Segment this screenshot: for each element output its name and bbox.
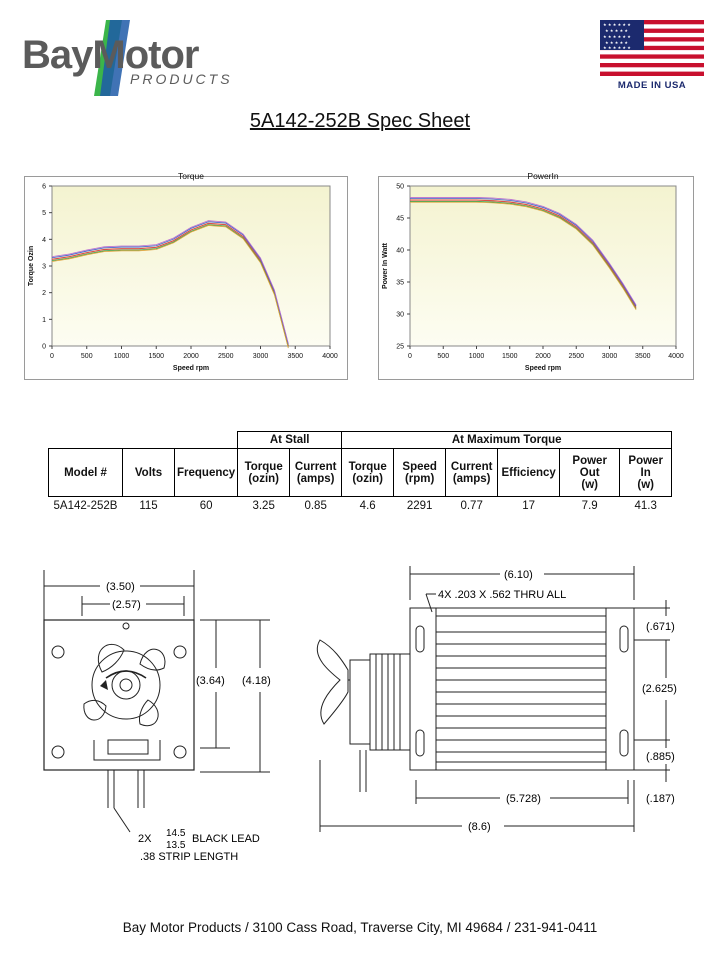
plot-area <box>52 186 330 346</box>
lead-len-top: 14.5 <box>166 828 186 839</box>
y-tick-label: 5 <box>42 210 46 218</box>
y-tick-label: 35 <box>396 279 404 287</box>
dim-r1: (.671) <box>646 621 675 633</box>
x-tick-label: 3000 <box>252 353 269 360</box>
y-tick-label: 45 <box>396 215 404 223</box>
y-tick-label: 0 <box>42 343 46 351</box>
y-tick-label: 6 <box>42 183 46 191</box>
dim-bottom2: (8.6) <box>468 821 491 833</box>
x-tick-label: 3500 <box>634 353 651 360</box>
bay-motor-logo <box>18 18 248 98</box>
dim-r2: (2.625) <box>642 683 677 695</box>
y-tick-label: 40 <box>396 247 404 255</box>
logo-brand-text: BayMotor <box>22 33 199 77</box>
page-title: 5A142-252B Spec Sheet <box>249 110 471 132</box>
x-tick-label: 2000 <box>183 353 199 360</box>
cell-power-in: 41.3 <box>634 500 657 512</box>
cell-stall-torque: 3.25 <box>252 500 275 512</box>
x-tick-label: 2500 <box>217 353 234 360</box>
dim-bottom1: (5.728) <box>506 793 541 805</box>
footer-address: Bay Motor Products / 3100 Cass Road, Traverse City, MI 49684 / 231-941-0411 <box>122 920 598 935</box>
dim-width-inner: (2.57) <box>112 599 141 611</box>
volts-header: Volts <box>123 449 175 497</box>
dim-top: (6.10) <box>504 569 533 581</box>
x-tick-label: 2000 <box>535 353 551 360</box>
y-tick-label: 25 <box>396 343 404 351</box>
max-speed-header: Speed (rpm) <box>394 449 446 497</box>
x-tick-label: 1000 <box>468 353 485 360</box>
y-tick-label: 30 <box>396 311 404 319</box>
x-axis-label: Speed rpm <box>524 365 562 372</box>
x-tick-label: 0 <box>50 353 54 360</box>
x-tick-label: 3000 <box>601 353 618 360</box>
strip-length: .38 STRIP LENGTH <box>140 851 239 863</box>
cell-max-current: 0.77 <box>460 500 483 512</box>
cell-power-out: 7.9 <box>581 500 598 512</box>
logo-products-text: PRODUCTS <box>130 71 233 87</box>
svg-text:★ ★ ★ ★ ★ ★: ★ ★ ★ ★ ★ ★ <box>603 22 631 27</box>
y-axis-label: Power In Watt <box>382 242 389 290</box>
x-tick-label: 3500 <box>287 353 304 360</box>
y-tick-label: 1 <box>42 316 46 324</box>
dim-height-outer: (4.18) <box>242 675 271 687</box>
x-axis-label: Speed rpm <box>172 365 210 372</box>
chart-title: PowerIn <box>527 171 559 181</box>
stall-torque-header: Torque (ozin) <box>238 449 290 497</box>
cell-max-torque: 4.6 <box>359 500 376 512</box>
svg-text:★ ★ ★ ★ ★ ★: ★ ★ ★ ★ ★ ★ <box>603 45 631 50</box>
x-tick-label: 1500 <box>148 353 165 360</box>
max-current-header: Current (amps) <box>446 449 498 497</box>
x-tick-label: 4000 <box>322 353 338 360</box>
stall-current-header: Current (amps) <box>290 449 342 497</box>
torque-chart <box>24 170 348 380</box>
cell-model: 5A142-252B <box>53 500 118 512</box>
lead-label: BLACK LEAD <box>192 833 260 845</box>
y-tick-label: 50 <box>396 183 404 191</box>
y-tick-label: 3 <box>42 263 46 271</box>
at-stall-header: At Stall <box>238 432 342 449</box>
svg-text:★ ★ ★ ★ ★ ★: ★ ★ ★ ★ ★ ★ <box>603 34 631 39</box>
at-max-torque-header: At Maximum Torque <box>342 432 672 449</box>
svg-text:★ ★ ★ ★ ★: ★ ★ ★ ★ ★ <box>605 28 629 33</box>
spec-table <box>48 431 672 515</box>
model-header: Model # <box>49 449 123 497</box>
front-view-drawing <box>30 560 290 875</box>
dim-width-outer: (3.50) <box>106 581 135 593</box>
x-tick-label: 4000 <box>668 353 684 360</box>
dim-height-inner: (3.64) <box>196 675 225 687</box>
frequency-header: Frequency <box>175 449 238 497</box>
x-tick-label: 2500 <box>568 353 585 360</box>
cell-volts: 115 <box>139 500 158 512</box>
x-tick-label: 500 <box>80 353 93 360</box>
cell-frequency: 60 <box>199 500 213 512</box>
made-in-usa-label: MADE IN USA <box>617 80 687 91</box>
efficiency-header: Efficiency <box>498 449 560 497</box>
table-row <box>49 497 672 516</box>
power-in-chart <box>378 170 694 380</box>
x-tick-label: 0 <box>408 353 412 360</box>
chart-title: Torque <box>178 171 204 181</box>
x-tick-label: 1000 <box>113 353 130 360</box>
max-torque-header: Torque (ozin) <box>342 449 394 497</box>
power-out-header: Power Out (w) <box>560 449 620 497</box>
cell-efficiency: 17 <box>522 500 536 512</box>
x-tick-label: 500 <box>437 353 450 360</box>
x-tick-label: 1500 <box>501 353 518 360</box>
y-axis-label: Torque Ozin <box>28 245 35 287</box>
svg-text:★ ★ ★ ★ ★: ★ ★ ★ ★ ★ <box>605 40 629 45</box>
y-tick-label: 4 <box>42 236 46 244</box>
cell-max-speed: 2291 <box>406 500 433 512</box>
power-in-header: Power In (w) <box>620 449 672 497</box>
lead-len-bottom: 13.5 <box>166 840 186 851</box>
side-view-drawing <box>300 560 700 855</box>
cell-stall-current: 0.85 <box>304 500 327 512</box>
y-tick-label: 2 <box>42 290 46 298</box>
lead-count: 2X <box>138 833 152 845</box>
dim-side: (.187) <box>646 793 675 805</box>
holes-note: 4X .203 X .562 THRU ALL <box>438 589 567 601</box>
dim-r3: (.885) <box>646 751 675 763</box>
